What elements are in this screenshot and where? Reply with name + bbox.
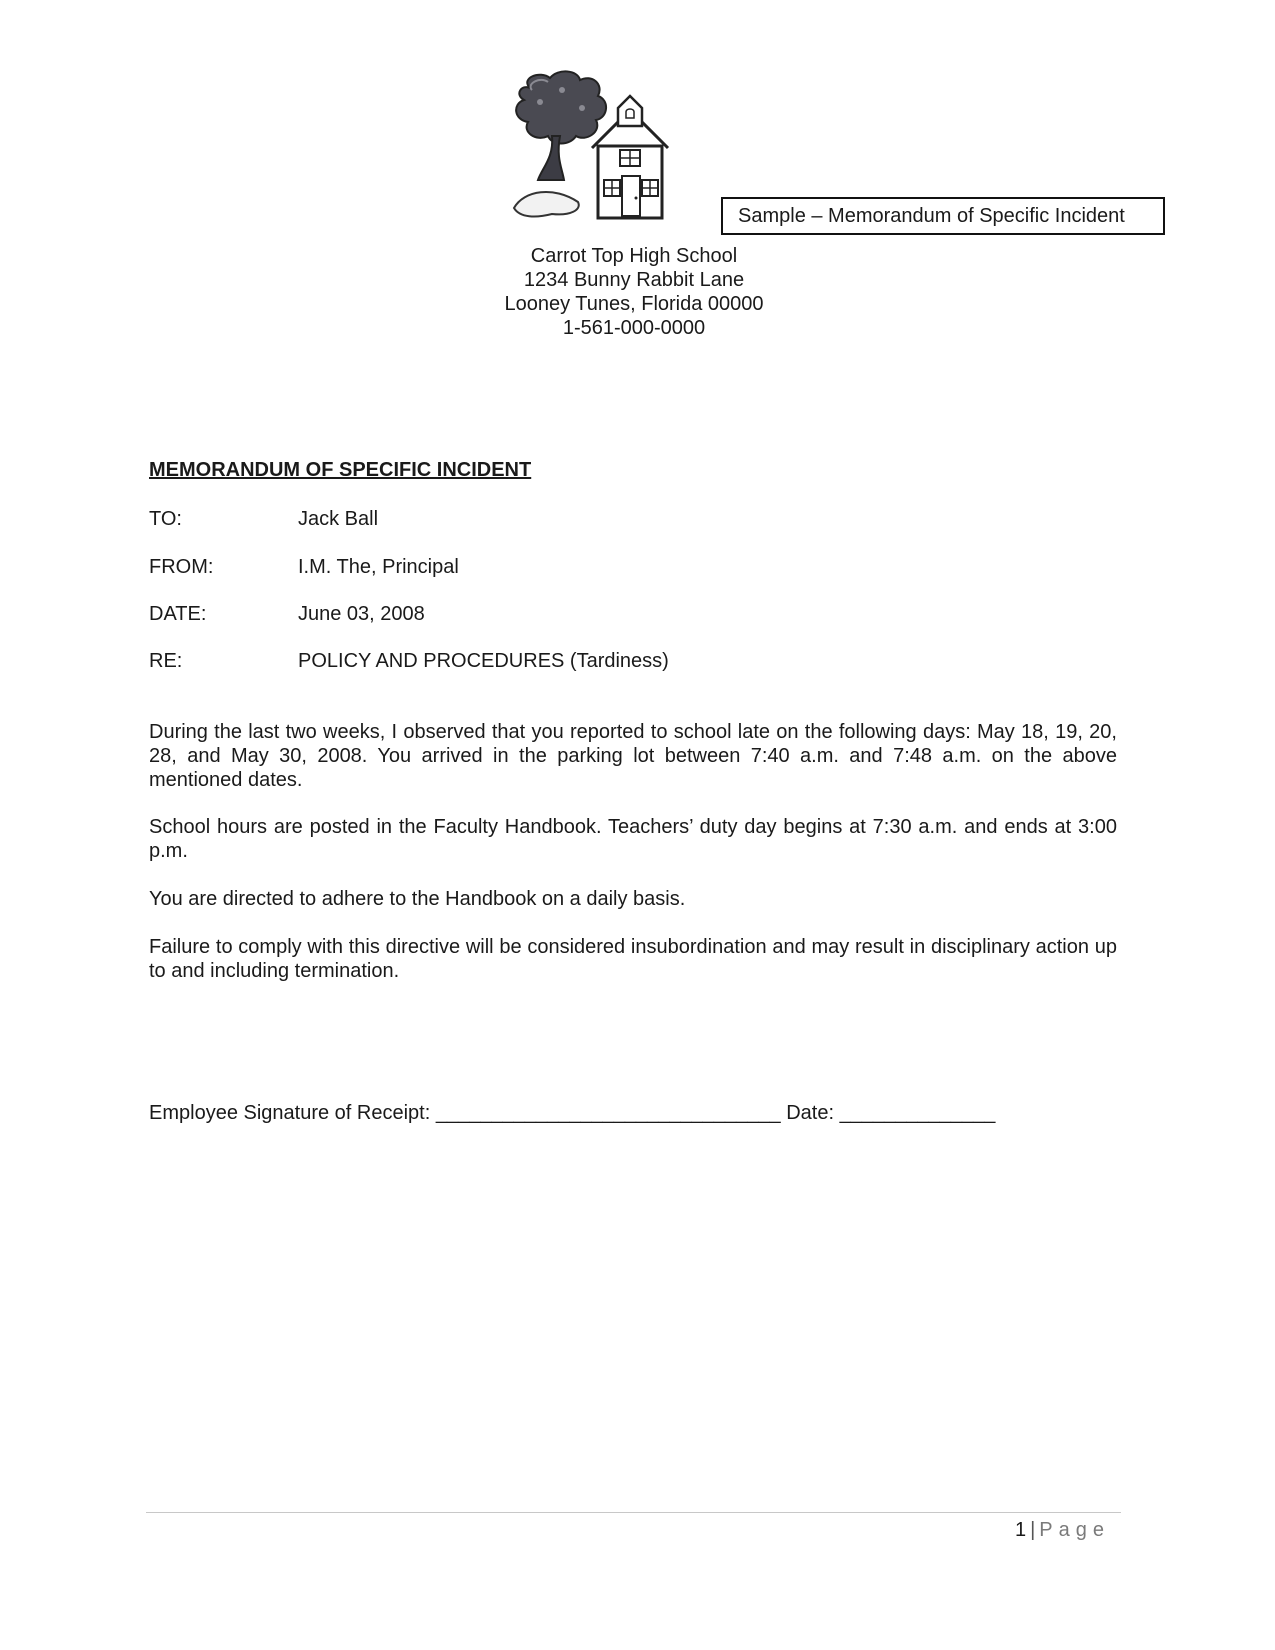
school-header [434, 244, 834, 340]
school-tree-icon [500, 68, 680, 230]
school-address-line2: Looney Tunes, Florida 00000 [504, 293, 764, 315]
field-value: Jack Ball [298, 508, 379, 530]
signature-blank[interactable]: _______________________________ [435, 1102, 781, 1124]
page-separator: | [1030, 1519, 1036, 1541]
page-footer [1015, 1518, 1110, 1542]
memo-field-to [149, 507, 378, 531]
school-phone: 1-561-000-0000 [562, 317, 706, 339]
memo-paragraph: You are directed to adhere to the Handbook on a daily basis. [149, 888, 686, 910]
sample-label-box [721, 197, 1165, 235]
memo-field-date [149, 602, 425, 626]
page-word: Page [1039, 1519, 1110, 1541]
signature-line [149, 1101, 995, 1125]
field-label: RE: [149, 650, 183, 672]
memo-field-from [149, 555, 459, 579]
field-label: TO: [149, 508, 182, 530]
memo-paragraph: Failure to comply with this directive will be considered insubordination and may result in disciplinary action up to and including termination. [149, 936, 1117, 982]
memo-paragraph: During the last two weeks, I observed that you reported to school late on the following days: May 18, 19, 20, 28, and May 30, 2008. You arrived in the parking lot between 7:40 a.m. and 7:48 a.m. on the above mentioned dates. [149, 721, 1117, 791]
school-name: Carrot Top High School [530, 245, 738, 267]
footer-divider [146, 1512, 1121, 1513]
field-value: POLICY AND PROCEDURES (Tardiness) [298, 650, 669, 672]
field-value: I.M. The, Principal [298, 556, 459, 578]
memo-field-re [149, 649, 669, 673]
page-number: 1 [1014, 1519, 1027, 1541]
date-blank[interactable]: ______________ [839, 1102, 996, 1124]
sample-label: Sample – Memorandum of Specific Incident [738, 205, 1125, 227]
field-label: DATE: [149, 603, 207, 625]
memo-title: MEMORANDUM OF SPECIFIC INCIDENT [149, 459, 532, 481]
field-label: FROM: [149, 556, 214, 578]
school-address-line1: 1234 Bunny Rabbit Lane [523, 269, 745, 291]
signature-label: Employee Signature of Receipt: [149, 1102, 431, 1124]
memo-paragraph: School hours are posted in the Faculty Handbook. Teachers’ duty day begins at 7:30 a.m. and ends at 3:00 p.m. [149, 816, 1117, 862]
field-value: June 03, 2008 [298, 603, 425, 625]
date-label: Date: [786, 1102, 835, 1124]
